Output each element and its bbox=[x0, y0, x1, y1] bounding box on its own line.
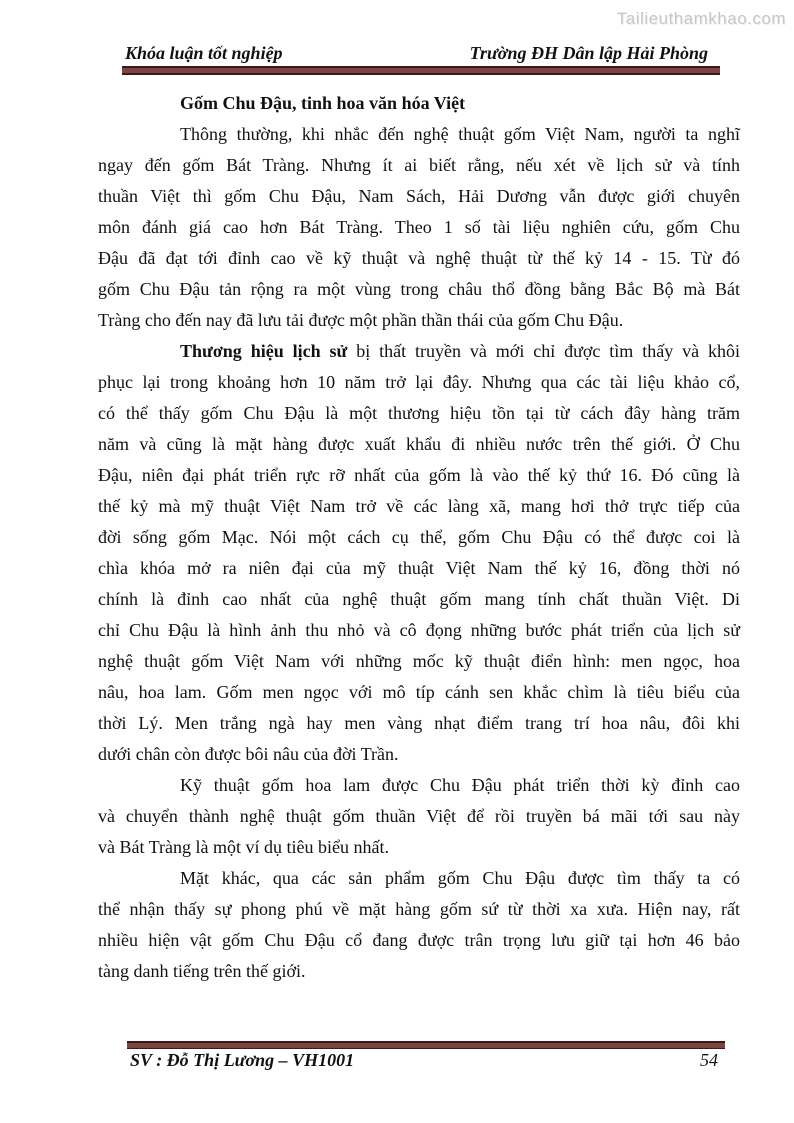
text-line: đời sống gốm Mạc. Nói một cách cụ thể, gốm Chu Đậu có thể được coi là bbox=[98, 527, 740, 547]
footer-divider-rule bbox=[127, 1041, 725, 1049]
page-number: 54 bbox=[700, 1050, 718, 1070]
text-line: Thông thường, khi nhắc đến nghệ thuật gốm Việt Nam, người ta nghĩ bbox=[180, 124, 740, 144]
text-line: thuần Việt thì gốm Chu Đậu, Nam Sách, Hải Dương vẫn được giới chuyên bbox=[98, 186, 740, 206]
text-line: nâu, hoa lam. Gốm men ngọc với mô típ cánh sen khắc chìm là tiêu biểu của bbox=[98, 682, 740, 702]
text-line: Kỹ thuật gốm hoa lam được Chu Đậu phát triển thời kỳ đỉnh cao bbox=[180, 775, 740, 795]
text-line: và chuyển thành nghệ thuật gốm thuần Việt để rồi truyền bá mãi tới sau này bbox=[98, 806, 740, 826]
footer-author: SV : Đỗ Thị Lương – VH1001 bbox=[130, 1050, 355, 1070]
text-line: nhiều hiện vật gốm Chu Đậu cổ đang được trân trọng lưu giữ tại hơn 46 bảo bbox=[98, 930, 740, 950]
text-line: ngay đến gốm Bát Tràng. Nhưng ít ai biết rằng, nếu xét về lịch sử và tính bbox=[98, 155, 740, 175]
page-footer bbox=[130, 1050, 718, 1071]
header-right-title: Trường ĐH Dân lập Hải Phòng bbox=[469, 43, 708, 63]
text-line: thời Lý. Men trắng ngà hay men vàng nhạt điểm trang trí hoa nâu, đôi khi bbox=[98, 713, 740, 733]
text-line: Mặt khác, qua các sản phẩm gốm Chu Đậu được tìm thấy ta có bbox=[180, 868, 740, 888]
page-header bbox=[125, 43, 708, 64]
text-line: môn đánh giá cao hơn Bát Tràng. Theo 1 số tài liệu nghiên cứu, gốm Chu bbox=[98, 217, 740, 237]
text-line: Đậu đã đạt tới đỉnh cao về kỹ thuật và nghệ thuật từ thế kỷ 14 - 15. Từ đó bbox=[98, 248, 740, 268]
text-line: chính là đỉnh cao nhất của nghệ thuật gốm mang tính chất thuần Việt. Di bbox=[98, 589, 740, 609]
section-title: Gốm Chu Đậu, tinh hoa văn hóa Việt bbox=[180, 93, 466, 113]
text-line: chỉ Chu Đậu là hình ảnh thu nhỏ và cô đọng những bước phát triển của lịch sử bbox=[98, 620, 740, 640]
document-body bbox=[98, 88, 740, 987]
text-line: thể nhận thấy sự phong phú về mặt hàng gốm sứ từ thời xa xưa. Hiện nay, rất bbox=[98, 899, 740, 919]
header-left-title: Khóa luận tốt nghiệp bbox=[125, 43, 283, 63]
text-line: Đậu, niên đại phát triển rực rỡ nhất của gốm là vào thế kỷ thứ 16. Đó cũng là bbox=[98, 465, 740, 485]
text-line: chìa khóa mở ra niên đại của mỹ thuật Việt Nam thế kỷ 16, đồng thời nó bbox=[98, 558, 740, 578]
header-divider-rule bbox=[122, 66, 720, 75]
text-line: dưới chân còn được bôi nâu của đời Trần. bbox=[98, 744, 399, 764]
text-line: năm và cũng là mặt hàng được xuất khẩu đi nhiều nước trên thế giới. Ở Chu bbox=[98, 434, 740, 454]
text-line: tàng danh tiếng trên thế giới. bbox=[98, 961, 306, 981]
text-line: thế kỷ mà mỹ thuật Việt Nam trở về các làng xã, mang hơi thở trực tiếp của bbox=[98, 496, 740, 516]
text-line: Tràng cho đến nay đã lưu tải được một phần thần thái của gốm Chu Đậu. bbox=[98, 310, 624, 330]
text-line: và Bát Tràng là một ví dụ tiêu biểu nhất. bbox=[98, 837, 389, 857]
text-line: có thể thấy gốm Chu Đậu là một thương hiệu tồn tại từ cách đây hàng trăm bbox=[98, 403, 740, 423]
watermark-text: Tailieuthamkhao.com bbox=[616, 9, 786, 28]
text-line: gốm Chu Đậu tản rộng ra một vùng trong châu thổ đồng bằng Bắc Bộ mà Bát bbox=[98, 279, 740, 299]
text-line: nghệ thuật gốm Việt Nam với những mốc kỹ thuật điển hình: men ngọc, hoa bbox=[98, 651, 740, 671]
body-paragraphs bbox=[98, 119, 740, 987]
text-line: phục lại trong khoảng hơn 10 năm trở lại đây. Nhưng qua các tài liệu khảo cổ, bbox=[98, 372, 740, 392]
text-line: Thương hiệu lịch sử bị thất truyền và mới chỉ được tìm thấy và khôi bbox=[180, 341, 740, 361]
